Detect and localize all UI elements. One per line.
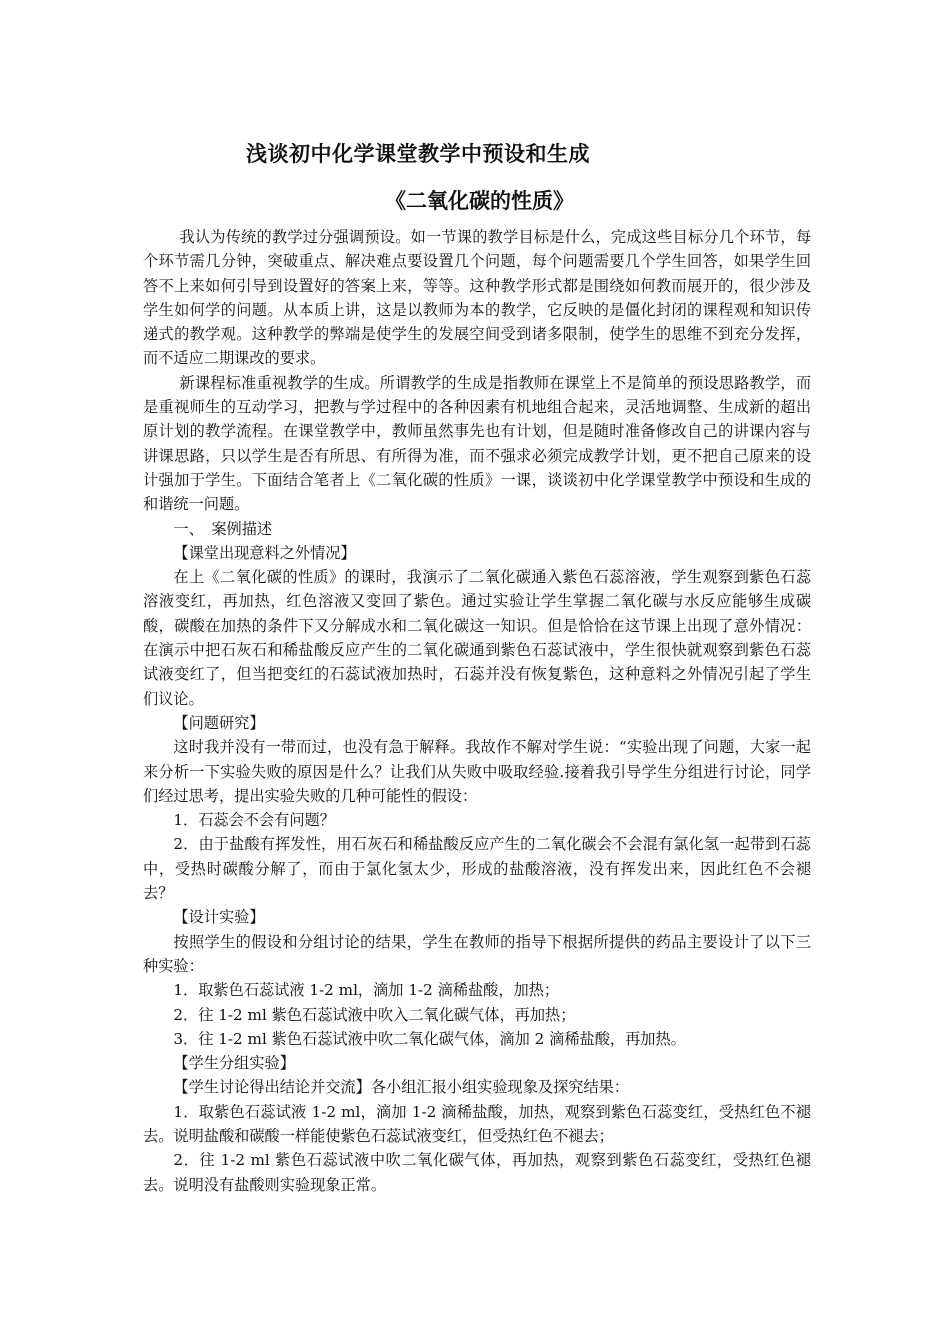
list-item: 2．由于盐酸有挥发性，用石灰石和稀盐酸反应产生的二氧化碳会不会混有氯化氢一起带到石蕊中，受热时碳酸分解了，而由于氯化氢太少，形成的盐酸溶液，没有挥发出来，因此红色不会褪去？ <box>143 835 811 903</box>
list-item: 3．往 1-2 ml 紫色石蕊试液中吹二氧化碳气体，滴加 2 滴稀盐酸，再加热。 <box>173 1029 686 1048</box>
paragraph-intro: 我认为传统的教学过分强调预设。如一节课的教学目标是什么，完成这些目标分几个环节，每个环节需几分钟，突破重点、解决难点要设置几个问题，每个问题需要几个学生回答，如果学生回答不上来如何引导到设置好的答案上来，等等。这种教学形式都是围绕如何教而展开的，很少涉及学生如何学的问题。从本质上讲，这是以教师为本的教学，它反映的是僵化封闭的课程观和知识传递式的教学观。这种教学的弊端是使学生的发展空间受到诸多限制，使学生的思维不到充分发挥，而不适应二期课改的要求。 <box>143 228 811 368</box>
list-item: 1．取紫色石蕊试液 1-2 ml，滴加 1-2 滴稀盐酸，加热，观察到紫色石蕊变红，受热红色不褪去。说明盐酸和碳酸一样能使紫色石蕊试液变红，但受热红色不褪去； <box>143 1102 811 1145</box>
paragraph-new-curriculum: 新课程标准重视教学的生成。所谓教学的生成是指教师在课堂上不是简单的预设思路教学，而是重视师生的互动学习，把教与学过程中的各种因素有机地组合起来，灵活地调整、生成新的超出原计划的教学流程。在课堂教学中，教师虽然事先也有计划，但是随时准备修改自己的讲课内容与讲课思路，只以学生是否有所思、有所得为准，而不强求必须完成教学计划，更不把自己原来的设计强加于学生。下面结合笔者上《二氧化碳的性质》一课，谈谈初中化学课堂教学中预设和生成的和谐统一问题。 <box>143 373 811 514</box>
subheading-design: 【设计实验】 <box>173 908 265 927</box>
document-body <box>143 225 811 1197</box>
subheading-unexpected: 【课堂出现意料之外情况】 <box>173 543 356 562</box>
subheading-research: 【问题研究】 <box>173 713 265 732</box>
subheading-group-experiment: 【学生分组实验】 <box>173 1054 295 1073</box>
document-subtitle: 《二氧化碳的性质》 <box>385 189 574 213</box>
paragraph-design: 按照学生的假设和分组讨论的结果，学生在教师的指导下根据所提供的药品主要设计了以下三种实验： <box>143 932 811 975</box>
paragraph-research: 这时我并没有一带而过，也没有急于解释。我故作不解对学生说：“实验出现了问题，大家一起来分析一下实验失败的原因是什么？让我们从失败中吸取经验.接着我引导学生分组进行讨论，同学们经过思考，提出实验失败的几种可能性的假设： <box>143 738 811 805</box>
list-item: 1．石蕊会不会有问题？ <box>173 811 335 830</box>
section-heading: 一、 案例描述 <box>173 519 273 538</box>
document-title: 浅谈初中化学课堂教学中预设和生成 <box>246 142 590 166</box>
list-item: 2．往 1-2 ml 紫色石蕊试液中吹二氧化碳气体，再加热，观察到紫色石蕊变红，受热红色褪去。说明没有盐酸则实验现象正常。 <box>143 1151 811 1194</box>
subheading-discussion: 【学生讨论得出结论并交流】各小组汇报小组实验现象及探究结果： <box>173 1078 630 1097</box>
list-item: 2．往 1-2 ml 紫色石蕊试液中吹入二氧化碳气体，再加热； <box>173 1005 576 1024</box>
list-item: 1．取紫色石蕊试液 1-2 ml，滴加 1-2 滴稀盐酸，加热； <box>173 981 560 1000</box>
paragraph-case: 在上《二氧化碳的性质》的课时，我演示了二氧化碳通入紫色石蕊溶液，学生观察到紫色石蕊溶液变红，再加热，红色溶液又变回了紫色。通过实验让学生掌握二氧化碳与水反应能够生成碳酸，碳酸在加热的条件下又分解成水和二氧化碳这一知识。但是恰恰在这节课上出现了意外情况：在演示中把石灰石和稀盐酸反应产生的二氧化碳通到紫色石蕊试液中，学生很快就观察到紫色石蕊试液变红了，但当把变红的石蕊试液加热时，石蕊并没有恢复紫色，这种意料之外情况引起了学生们议论。 <box>143 568 811 708</box>
